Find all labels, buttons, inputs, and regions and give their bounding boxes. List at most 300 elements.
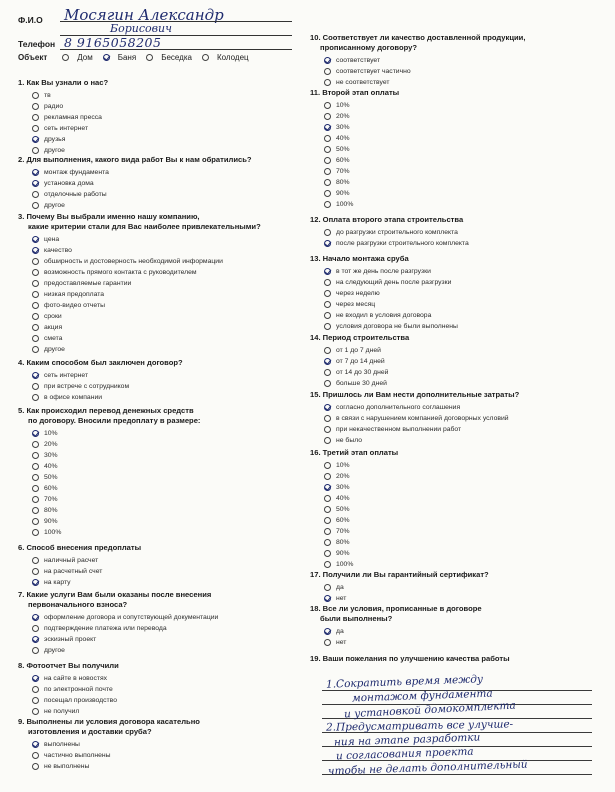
question-title: 17. Получили ли Вы гарантийный сертификат? (310, 570, 489, 579)
answer-option[interactable] (32, 245, 303, 256)
radio-circle[interactable] (324, 323, 331, 330)
wish-line-7: чтобы не делать дополнительный (327, 758, 528, 778)
object-option-house[interactable]: Дом (62, 53, 92, 62)
option-label: на следующий день после разгрузки (336, 279, 452, 286)
question-title: 6. Способ внесения предоплаты (18, 543, 142, 552)
question-block (310, 88, 595, 210)
answer-option[interactable] (324, 310, 595, 321)
answer-option[interactable] (32, 450, 303, 461)
answer-option[interactable] (32, 267, 303, 278)
option-label: 60% (336, 517, 350, 524)
answer-option[interactable] (324, 166, 595, 177)
phone-value[interactable]: 8 9165058205 (64, 35, 162, 50)
radio-circle[interactable] (324, 380, 331, 387)
option-list (324, 460, 595, 570)
radio-circle[interactable] (32, 103, 39, 110)
answer-option[interactable] (32, 167, 303, 178)
option-label: 30% (336, 484, 350, 491)
answer-option[interactable] (32, 612, 303, 623)
radio-circle-checked[interactable] (324, 268, 331, 275)
radio-circle[interactable] (32, 258, 39, 265)
radio-circle[interactable] (32, 125, 39, 132)
answer-option[interactable] (324, 402, 595, 413)
question-title: 5. Как происходил перевод денежных средств (18, 406, 194, 415)
option-label: да (336, 584, 344, 591)
radio-circle[interactable] (32, 114, 39, 121)
answer-option[interactable] (32, 370, 303, 381)
option-list (324, 266, 595, 332)
answer-option[interactable] (324, 227, 595, 238)
answer-option[interactable] (32, 234, 303, 245)
radio-circle-checked[interactable] (32, 614, 39, 621)
answer-option[interactable] (32, 673, 303, 684)
radio-circle[interactable] (62, 54, 69, 61)
radio-circle[interactable] (324, 201, 331, 208)
radio-circle[interactable] (32, 191, 39, 198)
answer-option[interactable] (324, 177, 595, 188)
answer-option[interactable] (32, 494, 303, 505)
question-block (18, 543, 303, 588)
radio-circle[interactable] (32, 763, 39, 770)
option-label: нет (336, 639, 347, 646)
answer-option[interactable] (324, 321, 595, 332)
answer-option[interactable] (32, 577, 303, 588)
radio-circle[interactable] (324, 347, 331, 354)
question-title: 14. Период строительства (310, 333, 410, 342)
radio-circle[interactable] (32, 324, 39, 331)
radio-circle[interactable] (32, 557, 39, 564)
object-row (18, 53, 256, 62)
answer-option[interactable] (32, 695, 303, 706)
option-label: сеть интернет (44, 372, 89, 379)
question-title: 4. Каким способом был заключен договор? (18, 358, 183, 367)
radio-circle[interactable] (324, 68, 331, 75)
radio-circle-checked[interactable] (32, 636, 39, 643)
radio-circle[interactable] (32, 518, 39, 525)
option-label: от 1 до 7 дней (336, 347, 381, 354)
answer-option[interactable] (32, 178, 303, 189)
answer-option[interactable] (32, 289, 303, 300)
answer-option[interactable] (324, 111, 595, 122)
answer-option[interactable] (324, 288, 595, 299)
answer-option[interactable] (324, 460, 595, 471)
radio-circle[interactable] (32, 280, 39, 287)
option-label: сеть интернет (44, 125, 89, 132)
radio-circle-checked[interactable] (32, 247, 39, 254)
answer-option[interactable] (324, 155, 595, 166)
answer-option[interactable] (32, 200, 303, 211)
answer-option[interactable] (32, 739, 303, 750)
radio-circle[interactable] (32, 335, 39, 342)
wish-line-3: и установкой домокомплекта (343, 699, 516, 721)
answer-option[interactable] (32, 555, 303, 566)
answer-option[interactable] (32, 461, 303, 472)
answer-option[interactable] (324, 593, 595, 604)
radio-circle[interactable] (146, 54, 153, 61)
option-label: друзья (44, 136, 66, 143)
radio-circle[interactable] (32, 708, 39, 715)
answer-option[interactable] (32, 112, 303, 123)
answer-option[interactable] (32, 527, 303, 538)
radio-circle[interactable] (32, 752, 39, 759)
question-title-cont: какие критерии стали для Вас наиболее привлекательными? (28, 222, 261, 231)
radio-circle[interactable] (32, 686, 39, 693)
radio-circle[interactable] (324, 369, 331, 376)
answer-option[interactable] (324, 199, 595, 210)
radio-circle[interactable] (324, 312, 331, 319)
option-label: возможность прямого контакта с руководителем (44, 269, 197, 276)
option-label: подтверждение платежа или перевода (44, 625, 167, 632)
answer-option[interactable] (324, 582, 595, 593)
answer-option[interactable] (324, 378, 595, 389)
radio-circle-checked[interactable] (324, 240, 331, 247)
answer-option[interactable] (324, 424, 595, 435)
answer-option[interactable] (324, 526, 595, 537)
radio-circle[interactable] (324, 290, 331, 297)
radio-circle[interactable] (32, 529, 39, 536)
answer-option[interactable] (32, 344, 303, 355)
option-label: 90% (44, 518, 58, 525)
answer-option[interactable] (32, 311, 303, 322)
answer-option[interactable] (32, 90, 303, 101)
option-label: другое (44, 202, 65, 209)
radio-circle[interactable] (32, 507, 39, 514)
option-label: рекламная пресса (44, 114, 102, 121)
answer-option[interactable] (32, 123, 303, 134)
question-title: 3. Почему Вы выбрали именно нашу компанию, (18, 212, 200, 221)
option-label: в офисе компании (44, 394, 103, 401)
wish-line-4: 2.Предусматривать все улучше- (325, 718, 514, 734)
option-label: выполнены (44, 741, 80, 748)
radio-circle[interactable] (324, 168, 331, 175)
radio-circle[interactable] (32, 346, 39, 353)
option-label: другое (44, 147, 65, 154)
radio-circle[interactable] (324, 528, 331, 535)
radio-circle-checked[interactable] (324, 595, 331, 602)
option-label: 40% (336, 495, 350, 502)
radio-circle-checked[interactable] (32, 579, 39, 586)
option-label: смета (44, 335, 63, 342)
option-label: обширность и достоверность необходимой информации (44, 258, 223, 265)
radio-circle[interactable] (324, 550, 331, 557)
radio-circle[interactable] (324, 146, 331, 153)
question-block (310, 254, 595, 332)
option-label: монтаж фундамента (44, 169, 109, 176)
option-label: от 14 до 30 дней (336, 369, 389, 376)
question-title: 12. Оплата второго этапа строительства (310, 215, 464, 224)
option-label: предоставляемые гарантии (44, 280, 132, 287)
answer-option[interactable] (32, 750, 303, 761)
radio-circle[interactable] (324, 157, 331, 164)
question-title: 11. Второй этап оплаты (310, 88, 400, 97)
radio-circle-checked[interactable] (324, 57, 331, 64)
object-label: Объект (18, 53, 48, 62)
radio-circle[interactable] (324, 437, 331, 444)
option-label: соответствует (336, 57, 381, 64)
answer-option[interactable] (324, 493, 595, 504)
radio-circle-checked[interactable] (324, 124, 331, 131)
question-title: 15. Пришлось ли Вам нести дополнительные затраты? (310, 390, 520, 399)
question-block (18, 590, 303, 656)
fio-underline (60, 21, 292, 22)
answer-option[interactable] (32, 472, 303, 483)
option-label: 40% (336, 135, 350, 142)
object-option-gazebo[interactable]: Беседка (146, 53, 192, 62)
answer-option[interactable] (324, 144, 595, 155)
option-label: 60% (44, 485, 58, 492)
radio-circle[interactable] (324, 113, 331, 120)
option-label: 90% (336, 190, 350, 197)
option-list (324, 227, 595, 249)
radio-circle[interactable] (32, 625, 39, 632)
radio-circle[interactable] (32, 647, 39, 654)
radio-circle-checked[interactable] (324, 484, 331, 491)
radio-circle[interactable] (32, 92, 39, 99)
radio-circle[interactable] (32, 269, 39, 276)
radio-circle-checked[interactable] (103, 54, 110, 61)
radio-circle-checked[interactable] (32, 169, 39, 176)
answer-option[interactable] (324, 626, 595, 637)
radio-circle[interactable] (32, 568, 39, 575)
radio-circle[interactable] (324, 415, 331, 422)
option-list (324, 402, 595, 446)
option-label: 20% (336, 473, 350, 480)
phone-underline (60, 49, 292, 50)
answer-option[interactable] (32, 645, 303, 656)
option-label: в связи с нарушением компанией договорных условий (336, 415, 509, 422)
answer-option[interactable] (32, 516, 303, 527)
answer-option[interactable] (324, 435, 595, 446)
answer-option[interactable] (32, 300, 303, 311)
answer-option[interactable] (32, 428, 303, 439)
question-block (310, 604, 595, 648)
radio-circle[interactable] (324, 517, 331, 524)
option-label: радио (44, 103, 64, 110)
radio-circle[interactable] (324, 190, 331, 197)
answer-option[interactable] (324, 238, 595, 249)
option-label: после разгрузки строительного комплекта (336, 240, 469, 247)
question-block (310, 570, 595, 604)
radio-circle[interactable] (324, 639, 331, 646)
answer-option[interactable] (32, 134, 303, 145)
answer-option[interactable] (324, 515, 595, 526)
option-label: 20% (44, 441, 58, 448)
option-label: 80% (44, 507, 58, 514)
patronymic-value[interactable]: Борисович (110, 22, 172, 35)
question-title-cont: прописанному договору? (320, 43, 417, 52)
radio-circle-checked[interactable] (32, 236, 39, 243)
radio-circle[interactable] (324, 426, 331, 433)
option-label: больше 30 дней (336, 380, 387, 387)
radio-circle-checked[interactable] (324, 628, 331, 635)
answer-option[interactable] (32, 483, 303, 494)
answer-option[interactable] (32, 439, 303, 450)
answer-option[interactable] (324, 277, 595, 288)
object-option-well[interactable]: Колодец (202, 53, 249, 62)
radio-circle[interactable] (32, 463, 39, 470)
option-label: через месяц (336, 301, 376, 308)
answer-option[interactable] (32, 333, 303, 344)
radio-circle[interactable] (32, 383, 39, 390)
option-label: качество (44, 247, 72, 254)
radio-circle[interactable] (324, 79, 331, 86)
answer-option[interactable] (324, 77, 595, 88)
radio-circle-checked[interactable] (32, 741, 39, 748)
answer-option[interactable] (32, 101, 303, 112)
question-title-cont: по договору. Вносили предоплату в размере: (28, 416, 201, 425)
radio-circle[interactable] (324, 135, 331, 142)
option-label: фото-видео отчеты (44, 302, 105, 309)
option-list (32, 673, 303, 717)
answer-option[interactable] (324, 266, 595, 277)
option-label: в тот же день после разгрузки (336, 268, 431, 275)
radio-circle[interactable] (324, 561, 331, 568)
answer-option[interactable] (32, 189, 303, 200)
radio-circle-checked[interactable] (32, 180, 39, 187)
radio-circle[interactable] (32, 474, 39, 481)
option-label: оформление договора и сопутствующей документации (44, 614, 219, 621)
option-label: не входил в условия договора (336, 312, 432, 319)
radio-circle[interactable] (32, 697, 39, 704)
answer-option[interactable] (324, 356, 595, 367)
object-option-sauna[interactable]: Баня (103, 53, 136, 62)
option-label: отделочные работы (44, 191, 107, 198)
radio-circle[interactable] (324, 539, 331, 546)
answer-option[interactable] (32, 684, 303, 695)
answer-option[interactable] (32, 761, 303, 772)
answer-option[interactable] (324, 367, 595, 378)
answer-option[interactable] (324, 133, 595, 144)
radio-circle[interactable] (324, 462, 331, 469)
answer-option[interactable] (32, 392, 303, 403)
fio-label: Ф.И.О (18, 15, 43, 25)
question-block (310, 333, 595, 389)
question-title-cont: изготовления и доставки сруба? (28, 727, 152, 736)
option-list (32, 612, 303, 656)
answer-option[interactable] (324, 100, 595, 111)
radio-circle[interactable] (324, 473, 331, 480)
option-label: установка дома (44, 180, 94, 187)
answer-option[interactable] (32, 278, 303, 289)
answer-option[interactable] (324, 548, 595, 559)
fio-value[interactable]: Мосягин Александр (64, 6, 224, 24)
question-block (18, 661, 303, 717)
radio-circle[interactable] (32, 441, 39, 448)
question-title: 10. Соответствует ли качество доставленной продукции, (310, 33, 526, 42)
answer-option[interactable] (324, 482, 595, 493)
answer-option[interactable] (324, 122, 595, 133)
radio-circle[interactable] (32, 452, 39, 459)
option-label: сроки (44, 313, 62, 320)
answer-option[interactable] (32, 381, 303, 392)
answer-option[interactable] (32, 706, 303, 717)
radio-circle-checked[interactable] (32, 675, 39, 682)
answer-option[interactable] (324, 299, 595, 310)
option-label: 100% (44, 529, 62, 536)
answer-option[interactable] (32, 505, 303, 516)
question-block (310, 654, 595, 666)
answer-option[interactable] (324, 345, 595, 356)
option-list (324, 55, 595, 88)
radio-circle[interactable] (32, 302, 39, 309)
option-label: акция (44, 324, 63, 331)
radio-circle[interactable] (324, 102, 331, 109)
radio-circle[interactable] (324, 584, 331, 591)
question-title: 9. Выполнены ли условия договора касательно (18, 717, 200, 726)
answer-option[interactable] (324, 559, 595, 570)
option-label: 50% (336, 146, 350, 153)
answer-option[interactable] (32, 634, 303, 645)
answer-option[interactable] (324, 537, 595, 548)
option-label: 40% (44, 463, 58, 470)
wish-line-6: и согласования проекта (335, 745, 474, 763)
answer-option[interactable] (32, 256, 303, 267)
answer-option[interactable] (32, 566, 303, 577)
radio-circle[interactable] (324, 279, 331, 286)
radio-circle-checked[interactable] (32, 430, 39, 437)
question-title: 13. Начало монтажа сруба (310, 254, 409, 263)
radio-circle[interactable] (32, 147, 39, 154)
radio-circle[interactable] (32, 313, 39, 320)
radio-circle[interactable] (32, 485, 39, 492)
answer-option[interactable] (324, 188, 595, 199)
option-list (32, 234, 303, 355)
option-label: 70% (336, 168, 350, 175)
radio-circle[interactable] (32, 291, 39, 298)
option-label: 100% (336, 201, 354, 208)
radio-circle[interactable] (32, 202, 39, 209)
radio-circle-checked[interactable] (324, 404, 331, 411)
radio-circle[interactable] (324, 506, 331, 513)
radio-circle-checked[interactable] (32, 136, 39, 143)
question-title-cont: первоначального взноса? (28, 600, 128, 609)
question-title: 8. Фотоотчет Вы получили (18, 661, 119, 670)
option-label: 50% (44, 474, 58, 481)
answer-option[interactable] (32, 322, 303, 333)
question-block (310, 390, 595, 446)
question-block (18, 212, 303, 355)
option-list (32, 555, 303, 588)
radio-circle[interactable] (324, 495, 331, 502)
option-label: на расчетный счет (44, 568, 103, 575)
question-title: 16. Третий этап оплаты (310, 448, 399, 457)
question-title: 1. Как Вы узнали о нас? (18, 78, 109, 87)
option-label: 10% (44, 430, 58, 437)
radio-circle[interactable] (324, 179, 331, 186)
option-label: условия договора не были выполнены (336, 323, 458, 330)
answer-option[interactable] (324, 504, 595, 515)
answer-option[interactable] (324, 471, 595, 482)
option-label: эскизный проект (44, 636, 97, 643)
wish-line-5: ния на этапе разработки (333, 731, 481, 749)
option-label: 100% (336, 561, 354, 568)
question-title: 7. Какие услуги Вам были оказаны после внесения (18, 590, 212, 599)
answer-option[interactable] (324, 66, 595, 77)
answer-option[interactable] (324, 637, 595, 648)
radio-circle[interactable] (202, 54, 209, 61)
radio-circle-checked[interactable] (324, 358, 331, 365)
answer-option[interactable] (324, 55, 595, 66)
answer-option[interactable] (324, 413, 595, 424)
question-block (310, 448, 595, 570)
option-list (32, 167, 303, 211)
radio-circle[interactable] (324, 229, 331, 236)
radio-circle[interactable] (32, 394, 39, 401)
answer-option[interactable] (32, 623, 303, 634)
radio-circle[interactable] (32, 496, 39, 503)
radio-circle[interactable] (324, 301, 331, 308)
radio-circle-checked[interactable] (32, 372, 39, 379)
